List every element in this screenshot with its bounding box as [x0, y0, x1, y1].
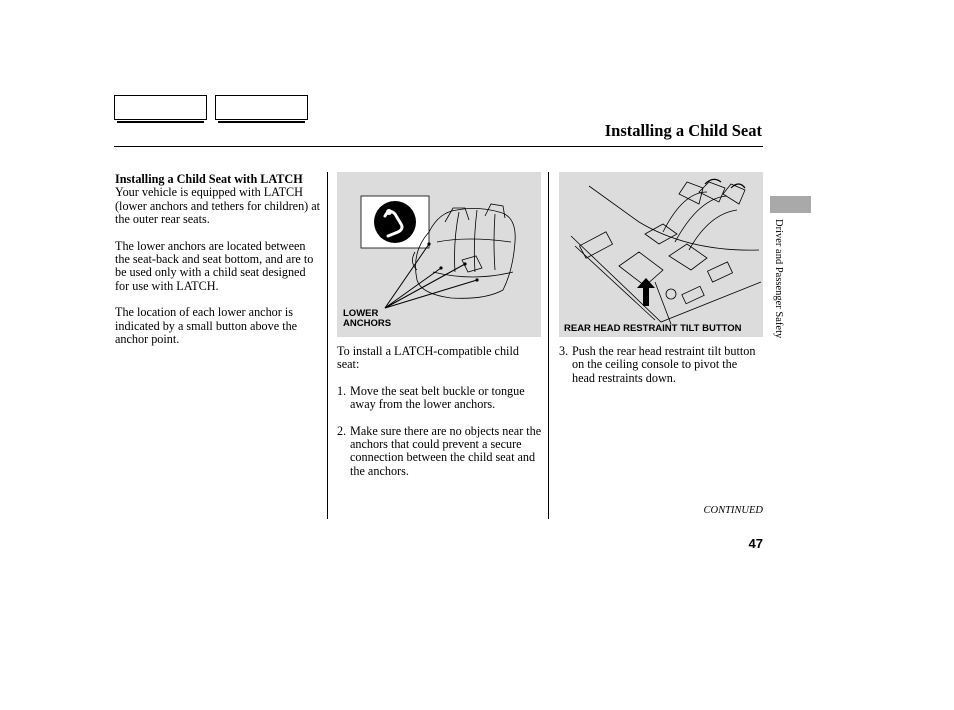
steps-list: [337, 385, 543, 478]
page-title: Installing a Child Seat: [604, 121, 762, 140]
paragraph-3: The location of each lower anchor is indicated by a small button above the anchor point.: [115, 305, 298, 347]
step-text: Make sure there are no objects near the anchors that could prevent a secure connection between the child seat and the anchors.: [350, 423, 542, 478]
lower-anchors-figure: [337, 172, 541, 337]
figure-caption-anchors: ANCHORS: [343, 318, 392, 329]
figure-caption-tilt-button: REAR HEAD RESTRAINT TILT BUTTON: [564, 323, 742, 334]
step-number: 3.: [559, 344, 569, 358]
ceiling-console-illustration: [559, 172, 763, 337]
section-label: Driver and Passenger Safety: [773, 219, 784, 339]
list-item: [337, 385, 543, 412]
column-divider-right: [548, 172, 549, 519]
paragraph-1: Your vehicle is equipped with LATCH (lower anchors and tethers for children) at the outer rear seats.: [115, 185, 321, 227]
column-divider-left: [327, 172, 328, 519]
left-column: [115, 173, 321, 359]
list-item: [559, 345, 763, 385]
middle-column: [337, 345, 543, 491]
section-tab[interactable]: [770, 196, 811, 213]
steps-list: [559, 345, 763, 385]
right-column: [559, 345, 763, 398]
previous-page-button[interactable]: [114, 95, 207, 120]
head-restraint-figure: [559, 172, 763, 337]
step-text: Push the rear head restraint tilt button on the ceiling console to pivot the head restraints down.: [572, 344, 756, 385]
section-heading: Installing a Child Seat with LATCH: [115, 172, 303, 186]
next-page-button[interactable]: [215, 95, 308, 120]
figure-caption-lower: LOWER: [343, 308, 379, 319]
title-rule: [114, 146, 763, 147]
step-number: 2.: [337, 423, 347, 438]
list-item: [337, 425, 543, 479]
continued-label: CONTINUED: [703, 505, 763, 516]
step-number: 1.: [337, 383, 347, 398]
step-text: Move the seat belt buckle or tongue away from the lower anchors.: [350, 383, 525, 412]
paragraph-2: The lower anchors are located between the seat-back and seat bottom, and are to be used only with a child seat designed for use with LATCH.: [115, 238, 314, 293]
page-number: 47: [748, 536, 763, 551]
child-seat-anchor-icon: [374, 201, 416, 243]
intro-text: To install a LATCH-compatible child seat:: [337, 344, 519, 372]
